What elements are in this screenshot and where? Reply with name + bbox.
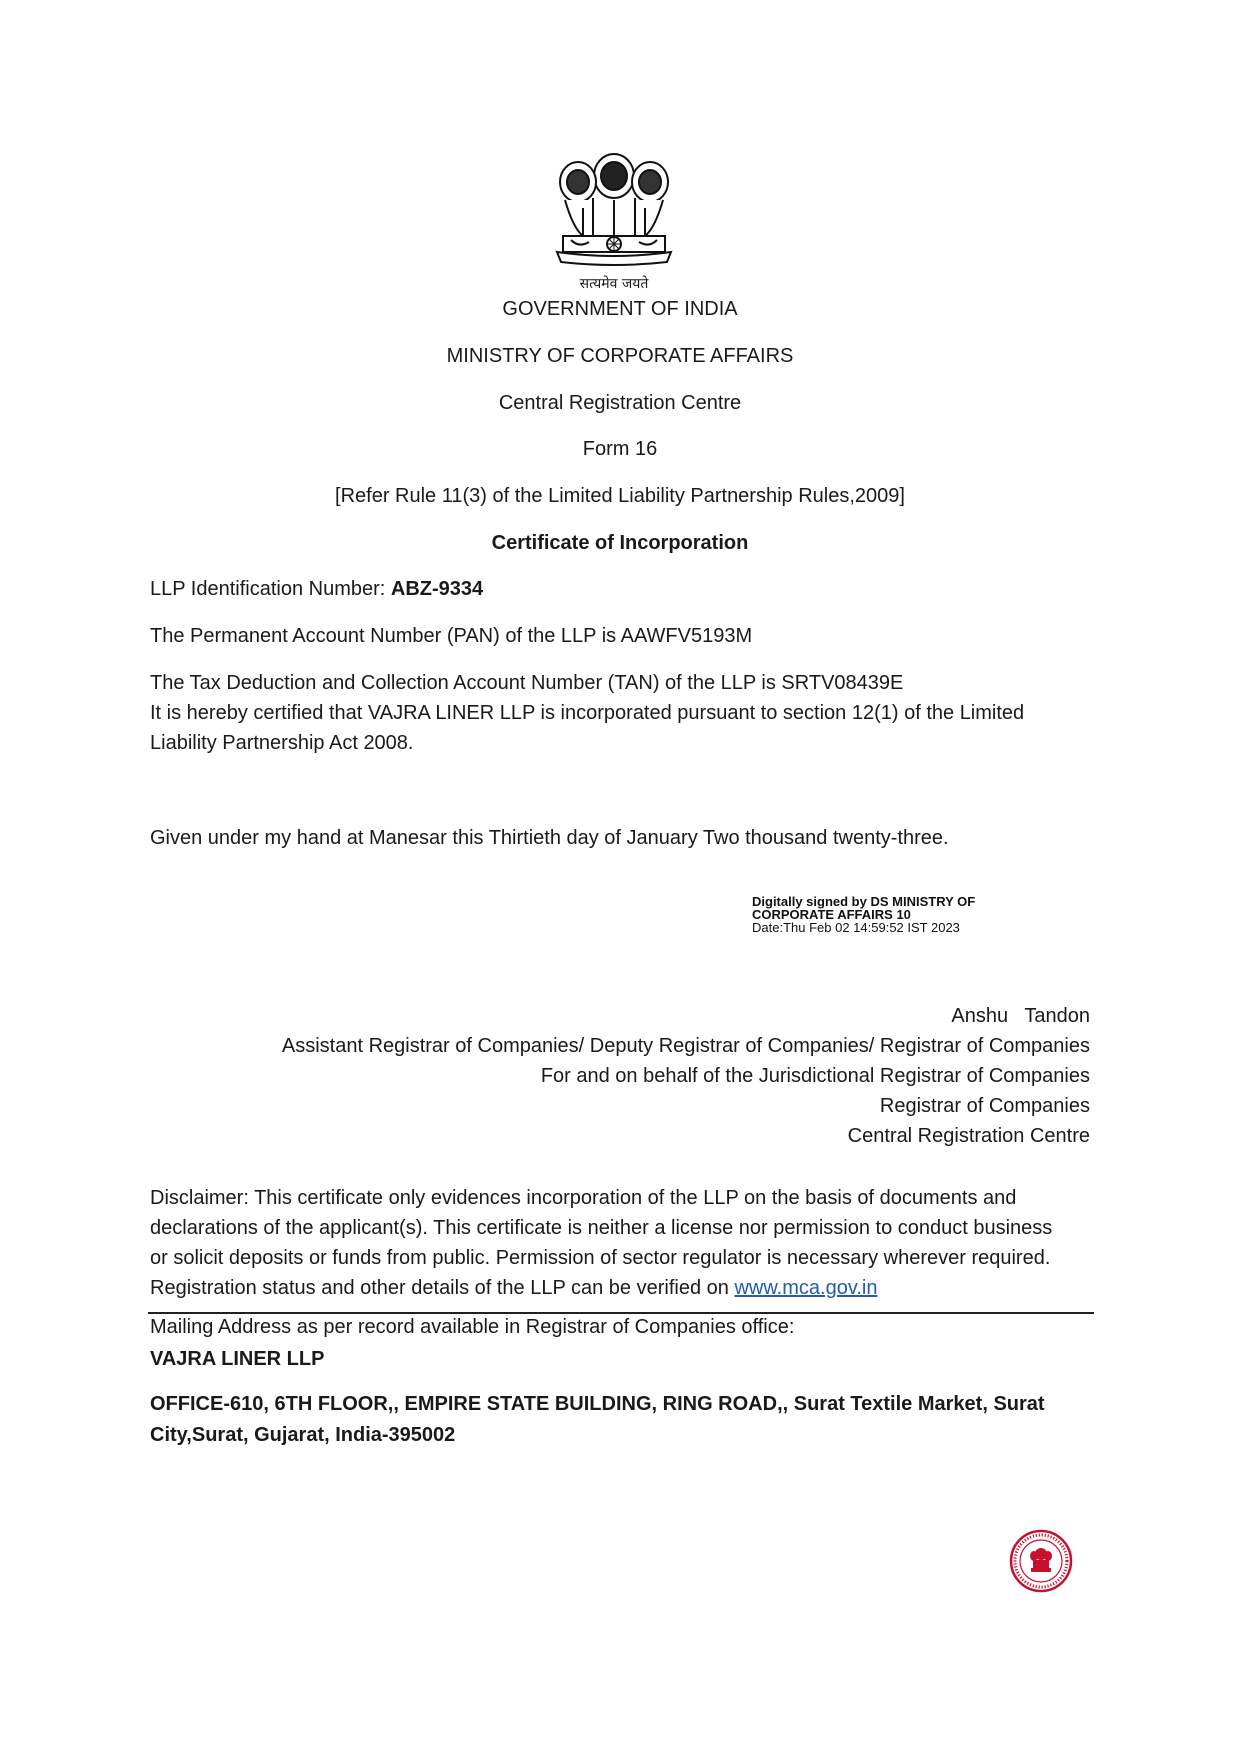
digital-signature-line-2: CORPORATE AFFAIRS 10 <box>752 907 911 922</box>
disclaimer-line-4 <box>150 1273 1100 1303</box>
signatory-name: Anshu Tandon <box>951 1005 1090 1027</box>
tan-line: The Tax Deduction and Collection Account Number (TAN) of the LLP is SRTV08439E <box>150 672 904 694</box>
ministry-title: MINISTRY OF CORPORATE AFFAIRS <box>446 345 794 367</box>
mailing-name: VAJRA LINER LLP <box>150 1348 325 1370</box>
signatory-designation: Assistant Registrar of Companies/ Deputy Registrar of Companies/ Registrar of Companies <box>281 1035 1090 1057</box>
llpin-value: ABZ-9334 <box>390 578 484 600</box>
mailing-address-line-2: City,Surat, Gujarat, India-395002 <box>150 1424 456 1446</box>
certify-line-2: Liability Partnership Act 2008. <box>150 732 414 754</box>
disclaimer-line-2: declarations of the applicant(s). This certificate is neither a license nor permission to conduct business <box>150 1217 1053 1239</box>
digital-signature <box>752 895 975 934</box>
ministry-seal-icon <box>1008 1528 1074 1594</box>
signatory-office: Registrar of Companies <box>879 1095 1090 1117</box>
emblem-motto: सत्यमेव जयते <box>579 276 649 292</box>
digital-signature-date: Date:Thu Feb 02 14:59:52 IST 2023 <box>752 920 960 935</box>
national-emblem-icon <box>543 148 685 280</box>
pan-line: The Permanent Account Number (PAN) of the LLP is AAWFV5193M <box>150 625 753 647</box>
mailing-label: Mailing Address as per record available in Registrar of Companies office: <box>150 1316 795 1338</box>
signatory-centre: Central Registration Centre <box>847 1125 1090 1147</box>
disclaimer <box>150 1183 1100 1303</box>
centre-title: Central Registration Centre <box>498 392 742 414</box>
digital-signature-line-1: Digitally signed by DS MINISTRY OF <box>752 894 976 909</box>
mailing-address-line-1: OFFICE-610, 6TH FLOOR,, EMPIRE STATE BUILDING, RING ROAD,, Surat Textile Market, Surat <box>150 1393 1045 1415</box>
form-number: Form 16 <box>582 438 658 460</box>
signatory-on-behalf: For and on behalf of the Jurisdictional Registrar of Companies <box>540 1065 1090 1087</box>
disclaimer-line-1: Disclaimer: This certificate only evidences incorporation of the LLP on the basis of documents and <box>150 1187 1017 1209</box>
divider <box>148 1312 1094 1314</box>
mca-website-link[interactable]: www.mca.gov.in <box>734 1277 878 1299</box>
given-line: Given under my hand at Manesar this Thirtieth day of January Two thousand twenty-three. <box>150 827 949 849</box>
llpin-label: LLP Identification Number: <box>150 578 386 600</box>
disclaimer-line-4-prefix: Registration status and other details of the LLP can be verified on <box>150 1277 735 1299</box>
certificate-title: Certificate of Incorporation <box>491 532 749 554</box>
disclaimer-line-3: or solicit deposits or funds from public. Permission of sector regulator is necessary wherever required. <box>150 1247 1051 1269</box>
government-title: GOVERNMENT OF INDIA <box>502 298 738 320</box>
certify-line-1: It is hereby certified that VAJRA LINER LLP is incorporated pursuant to section 12(1) of the Limited <box>150 702 1025 724</box>
llpin-line <box>150 578 483 601</box>
rule-reference: [Refer Rule 11(3) of the Limited Liability Partnership Rules,2009] <box>335 485 905 507</box>
